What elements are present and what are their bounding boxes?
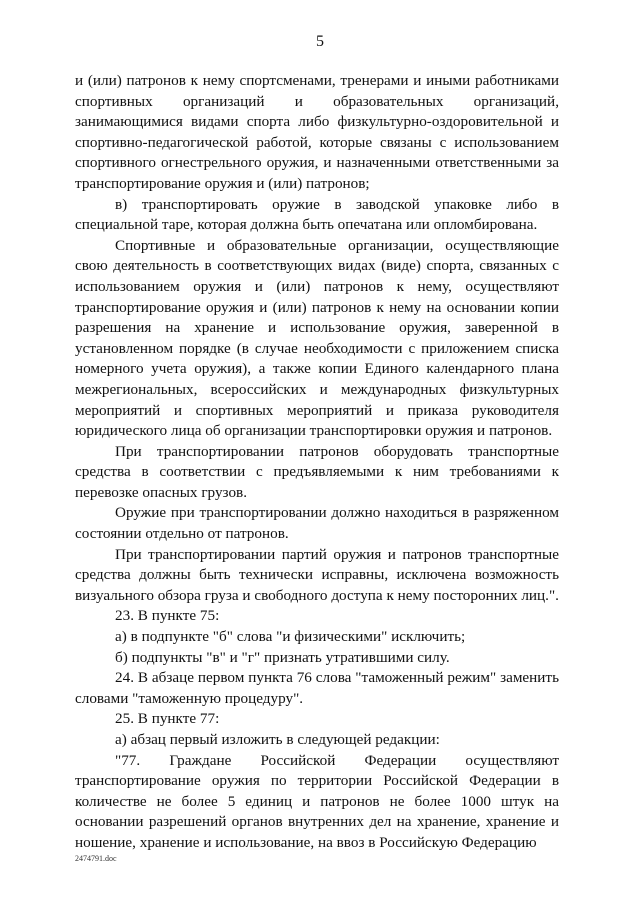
paragraph-5: Оружие при транспортировании должно находиться в разряженном состоянии отдельно от патронов. <box>75 504 559 543</box>
paragraph-12: а) абзац первый изложить в следующей редакции: <box>115 731 440 748</box>
page-number: 5 <box>316 33 324 50</box>
paragraph-9: б) подпункты "в" и "г" признать утратившими силу. <box>115 648 450 666</box>
paragraph-6: При транспортировании партий оружия и патронов транспортные средства должны быть технически исправны, исключена возможность визуального обзора груза и свободного доступа к нему посторонних лиц.". <box>75 545 559 604</box>
paragraph-8: а) в подпункте "б" слова "и физическими" исключить; <box>115 628 466 646</box>
paragraph-13: "77. Граждане Российской Федерации осуществляют транспортирование оружия по территории Российской Федерации в количестве не более 5 единиц и патронов не более 1000 штук на основании разрешений органов внутренних дел на хранение, хранение и ношение, хранение и использование, на ввоз в Российскую Федерацию <box>75 751 559 851</box>
document-body <box>75 71 559 854</box>
footer-filename: 2474791.doc <box>75 854 117 863</box>
paragraph-11: 25. В пункте 77: <box>115 710 220 728</box>
paragraph-7: 23. В пункте 75: <box>115 607 220 625</box>
paragraph-10: 24. В абзаце первом пункта 76 слова "таможенный режим" заменить словами "таможенную процедуру". <box>75 669 559 707</box>
paragraph-4: При транспортировании патронов оборудовать транспортные средства в соответствии с предъявляемыми к ним требованиями к перевозке опасных грузов. <box>75 442 559 501</box>
paragraph-1: и (или) патронов к нему спортсменами, тренерами и иными работниками спортивных организаций и образовательных организаций, занимающимися видами спорта либо физкультурно-оздоровительной и спортивно-педагогической работой, которые связаны с использованием спортивного огнестрельного оружия, и назначенными ответственными за транспортирование оружия и (или) патронов; <box>75 72 559 192</box>
paragraph-2: в) транспортировать оружие в заводской упаковке либо в специальной таре, которая должна быть опечатана или опломбирована. <box>75 195 559 234</box>
paragraph-3: Спортивные и образовательные организации, осуществляющие свою деятельность в соответствующих видах (виде) спорта, связанных с использованием оружия и (или) патронов к нему, осуществляют транспортирование оружия и (или) патронов к нему на основании копии разрешения на хранение и использование оружия, заверенной в установленном порядке (в случае необходимости с приложением списка номерного учета оружия), а также копии Единого календарного плана межрегиональных, всероссийских и международных физкультурных мероприятий и спортивных мероприятий и приказа руководителя юридического лица об организации транспортировки оружия и патронов. <box>75 236 559 440</box>
